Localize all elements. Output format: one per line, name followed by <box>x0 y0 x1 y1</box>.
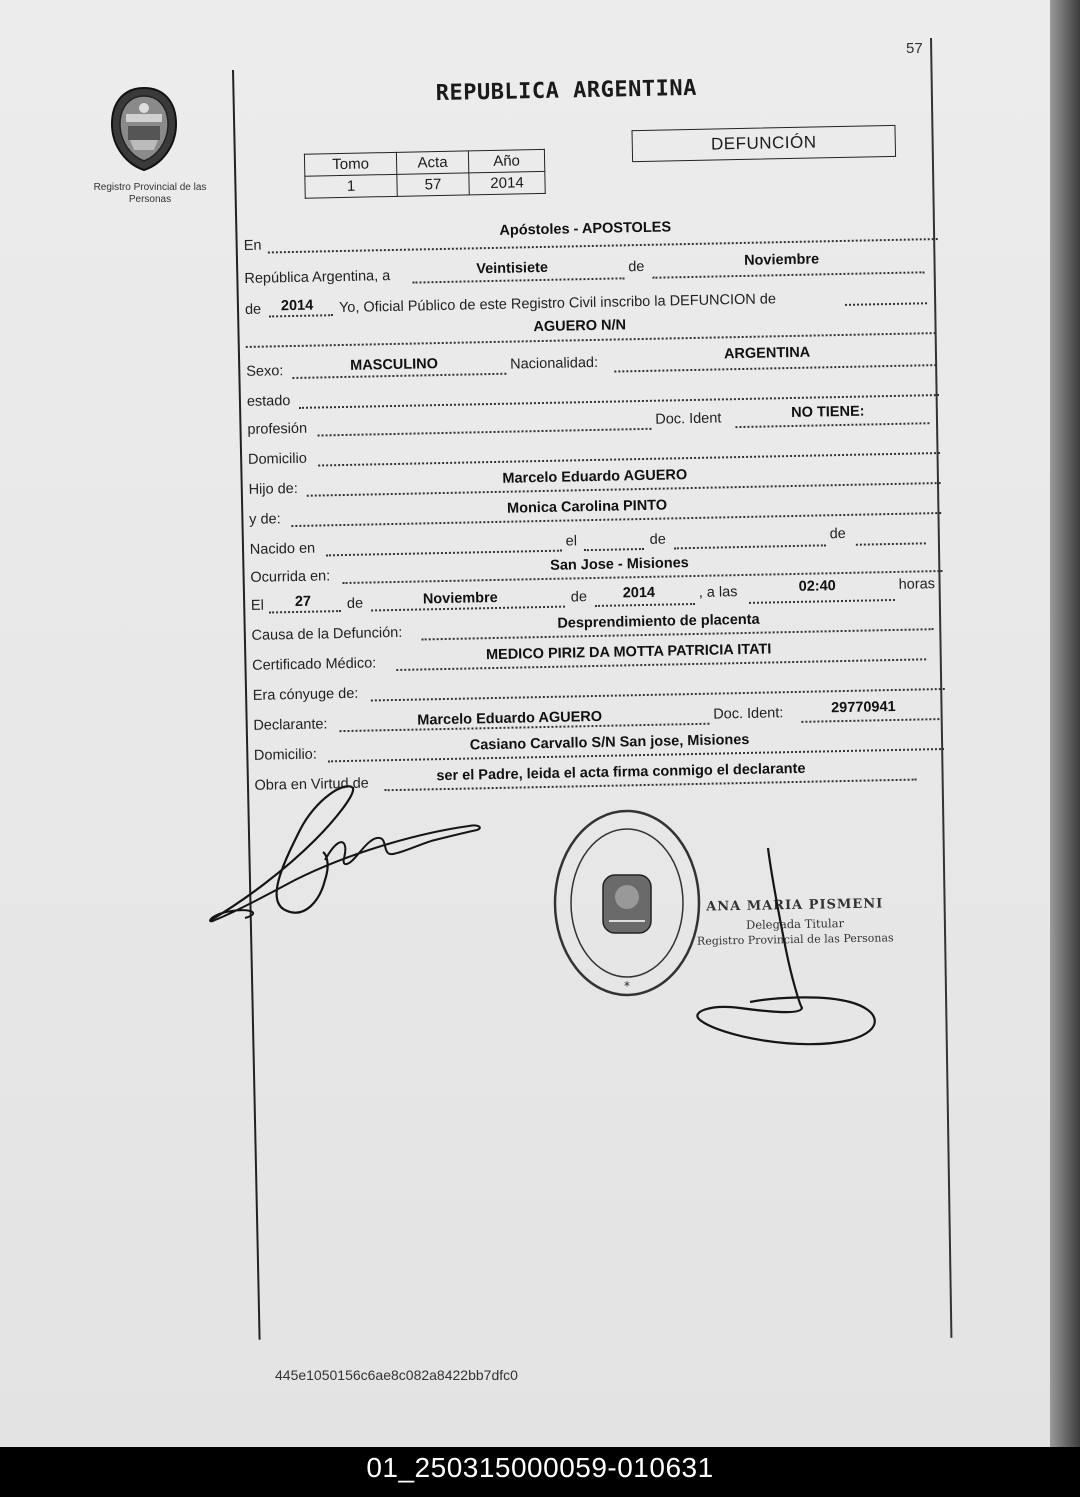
value-mes: Noviembre <box>743 251 820 269</box>
document-hash: 445e1050156c6ae8c082a8422bb7dfc0 <box>275 1367 518 1383</box>
table-row <box>305 171 545 198</box>
row-hijo-de <box>248 462 948 498</box>
field-nacido-anio <box>856 526 926 545</box>
row-causa <box>251 608 951 644</box>
row-certificado <box>252 638 952 674</box>
label-hijo-de: Hijo de: <box>248 480 298 498</box>
label-el-cap: El <box>250 597 265 614</box>
label-de-anio: de <box>244 301 262 318</box>
org-name: Registro Provincial de las Personas <box>93 182 207 205</box>
label-ocurrida-en: Ocurrida en: <box>250 568 331 586</box>
label-nacionalidad: Nacionalidad: <box>510 354 599 373</box>
header-acta: Acta <box>396 151 468 174</box>
label-nacido-en: Nacido en <box>249 540 316 558</box>
label-de-anio-nac: de <box>829 525 846 543</box>
label-el: el <box>565 533 578 550</box>
row-fecha <box>244 251 944 287</box>
row-domicilio <box>248 432 948 468</box>
svg-text:*: * <box>624 979 630 993</box>
row-conyuge <box>252 668 952 704</box>
label-profesion: profesión <box>247 420 308 438</box>
value-nombre: AGUERO N/N <box>533 317 627 336</box>
value-acta: 57 <box>397 173 469 196</box>
label-de-dia: de <box>346 595 364 612</box>
label-a-las: , a las <box>698 584 738 601</box>
label-certificado: Certificado Médico: <box>252 655 377 674</box>
row-domicilio-declarante <box>254 728 954 764</box>
value-hora: 02:40 <box>798 578 836 595</box>
label-de-mes-def: de <box>570 589 588 606</box>
value-declarante-doc: 29770941 <box>830 698 896 717</box>
footer-code: 01_250315000059-010631 <box>366 1452 714 1483</box>
row-declarante <box>253 698 953 734</box>
value-dia: 27 <box>294 593 312 611</box>
row-nombre <box>245 312 945 348</box>
signatory-role: Delegada Titular <box>745 916 845 932</box>
document-type: DEFUNCIÓN <box>631 125 896 162</box>
field-profesion <box>317 412 651 437</box>
value-madre: Monica Carolina PINTO <box>506 497 668 517</box>
page-title: REPUBLICA ARGENTINA <box>435 75 698 107</box>
value-localidad: Apóstoles - APOSTOLES <box>499 219 672 239</box>
label-de-mes: de <box>649 531 667 548</box>
field-nacido-dia <box>584 532 644 551</box>
field-conyuge <box>371 672 945 702</box>
label-domicilio: Domicilio <box>247 450 308 468</box>
page-number: 57 <box>906 40 923 57</box>
value-causa: Desprendimiento de placenta <box>557 611 760 632</box>
label-en: En <box>243 237 262 254</box>
label-republica: República Argentina, a <box>244 268 391 287</box>
field-domicilio <box>318 436 940 466</box>
label-doc-ident: Doc. Ident <box>655 410 722 428</box>
label-obra: Obra en Virtud de <box>254 775 369 794</box>
value-declarante-domicilio: Casiano Carvallo S/N San jose, Misiones <box>469 731 750 754</box>
declarant-signature <box>205 780 490 940</box>
signatory-name: ANA MARIA PISMENI <box>706 896 884 915</box>
official-signature <box>690 840 890 1060</box>
field-nacido-en <box>326 534 562 557</box>
label-horas: horas <box>898 576 936 593</box>
value-anio: 2014 <box>280 297 314 315</box>
official-stamp <box>545 805 710 1005</box>
value-obra: ser el Padre, leida el acta firma conmigo el declarante <box>436 760 806 785</box>
value-sexo: MASCULINO <box>350 356 439 374</box>
label-doc-ident2: Doc. Ident: <box>713 705 784 723</box>
province-seal-icon <box>104 84 184 174</box>
value-certificado: MEDICO PIRIZ DA MOTTA PATRICIA ITATI <box>485 641 772 664</box>
value-anio-defuncion: 2014 <box>622 584 656 602</box>
value-doc-ident: NO TIENE: <box>791 403 865 422</box>
field-defuncion-de <box>845 286 927 306</box>
label-y-de: y de: <box>249 511 281 528</box>
row-anio-inscripcion <box>245 282 945 318</box>
reference-table <box>304 149 546 199</box>
label-estado: estado <box>246 393 291 410</box>
value-anio: 2014 <box>469 171 545 195</box>
value-mes-defuncion: Noviembre <box>422 589 498 608</box>
value-declarante: Marcelo Eduardo AGUERO <box>417 708 603 729</box>
label-domicilio2: Domicilio: <box>253 746 317 764</box>
label-conyuge: Era cónyuge de: <box>252 685 359 704</box>
value-lugar-defuncion: San Jose - Misiones <box>550 555 689 574</box>
field-nacido-mes <box>674 528 826 549</box>
signatory-office: Registro Provincial de las Personas <box>696 931 894 948</box>
label-declarante: Declarante: <box>253 716 328 734</box>
row-sexo <box>246 344 946 380</box>
row-localidad <box>243 218 943 254</box>
label-sexo: Sexo: <box>246 363 284 380</box>
value-tomo: 1 <box>305 174 397 198</box>
label-yo: Yo, Oficial Público de este Registro Civil inscribo la DEFUNCION de <box>338 291 777 317</box>
row-y-de <box>249 492 949 528</box>
header-tomo: Tomo <box>304 152 396 176</box>
value-nacionalidad: ARGENTINA <box>723 344 811 363</box>
value-dia-texto: Veintisiete <box>476 259 549 278</box>
label-de: de <box>628 258 645 276</box>
certificate-body <box>240 46 955 820</box>
header-anio: Año <box>468 149 544 173</box>
label-causa: Causa de la Defunción: <box>251 624 403 644</box>
value-padre: Marcelo Eduardo AGUERO <box>502 467 688 487</box>
